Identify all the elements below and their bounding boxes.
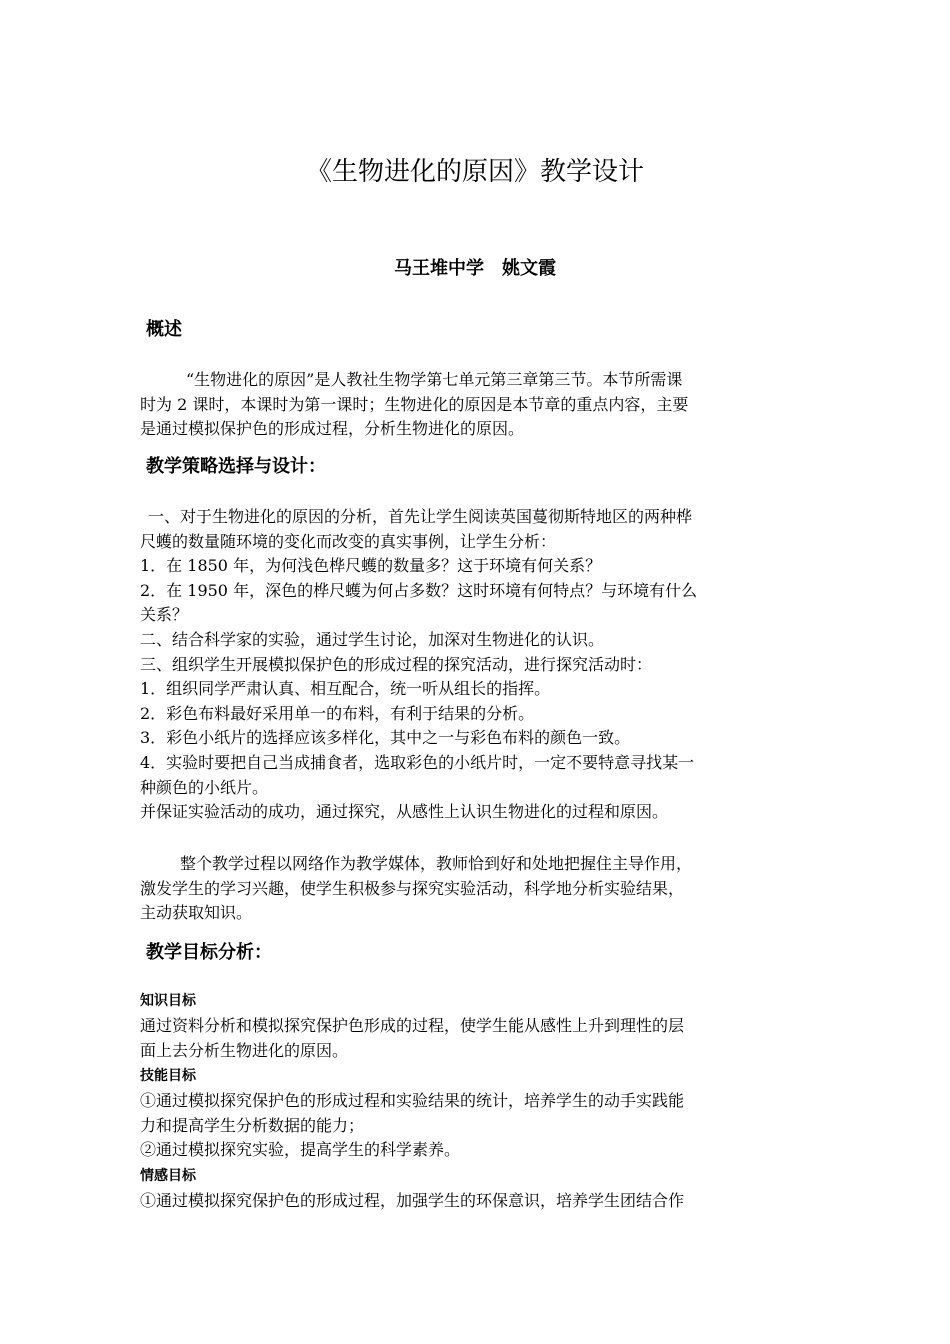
skill-goal-label: 技能目标	[140, 1068, 196, 1084]
paragraph-line: 整个教学过程以网络作为教学媒体，教师恰到好和处地把握住主导作用，	[180, 854, 693, 873]
paragraph-line: 力和提高学生分析数据的能力；	[140, 1115, 365, 1135]
strategy-heading: 教学策略选择与设计：	[146, 456, 326, 477]
list-item: 尺蠖的数量随环境的变化而改变的真实事例，让学生分析：	[140, 531, 557, 551]
paragraph-line: ①通过模拟探究保护色的形成过程和实验结果的统计，培养学生的动手实践能	[140, 1091, 685, 1110]
emotion-goal-label: 情感目标	[140, 1168, 196, 1184]
list-item: 4．实验时要把自己当成捕食者，选取彩色的小纸片时，一定不要特意寻找某一	[140, 752, 695, 772]
list-item: 二、结合科学家的实验，通过学生讨论，加深对生物进化的认识。	[140, 629, 605, 649]
list-item: 三、组织学生开展模拟保护色的形成过程的探究活动，进行探究活动时：	[140, 654, 653, 674]
paragraph-line: 激发学生的学习兴趣，使学生积极参与探究实验活动，科学地分析实验结果，	[140, 878, 685, 898]
paragraph-line: 主动获取知识。	[140, 903, 253, 923]
list-item: 3．彩色小纸片的选择应该多样化，其中之一与彩色布料的颜色一致。	[140, 728, 631, 748]
document-title: 《生物进化的原因》教学设计	[305, 157, 644, 187]
paragraph-line: 通过资料分析和模拟探究保护色形成的过程，使学生能从感性上升到理性的层	[140, 1016, 685, 1035]
emotion-goal-text	[140, 1189, 810, 1214]
paragraph-line: 时为 2 课时，本课时为第一课时；生物进化的原因是本节章的重点内容，主要	[140, 394, 689, 414]
list-item: 种颜色的小纸片。	[140, 777, 269, 797]
paragraph-line: ②通过模拟探究实验，提高学生的科学素养。	[140, 1140, 461, 1160]
paragraph-line: ①通过模拟探究保护色的形成过程，加强学生的环保意识，培养学生团结合作	[140, 1191, 685, 1210]
paragraph-line: 是通过模拟保护色的形成过程，分析生物进化的原因。	[140, 419, 525, 439]
list-item: 1．在 1850 年，为何浅色桦尺蠖的数量多？这于环境有何关系？	[140, 556, 602, 576]
knowledge-goal-label: 知识目标	[140, 993, 196, 1009]
author-line: 马王堆中学 姚文霞	[394, 258, 556, 279]
list-item: 2．在 1950 年，深色的桦尺蠖为何占多数？这时环境有何特点？与环境有什么	[140, 580, 698, 600]
list-item: 一、对于生物进化的原因的分析，首先让学生阅读英国蔓彻斯特地区的两种桦	[148, 507, 693, 526]
list-item: 并保证实验活动的成功，通过探究，从感性上认识生物进化的过程和原因。	[140, 802, 669, 822]
overview-heading: 概述	[146, 319, 182, 340]
strategy-list	[140, 505, 810, 825]
knowledge-goal-text	[140, 1014, 810, 1063]
strategy-summary	[140, 852, 810, 926]
list-item: 1．组织同学严肃认真、相互配合，统一听从组长的指挥。	[140, 679, 551, 699]
paragraph-line: 面上去分析生物进化的原因。	[140, 1040, 349, 1060]
objectives-heading: 教学目标分析：	[146, 942, 272, 963]
paragraph-line: “生物进化的原因”是人教社生物学第七单元第三章第三节。本节所需课	[186, 370, 683, 389]
list-item: 关系？	[140, 605, 189, 625]
list-item: 2．彩色布料最好采用单一的布料，有利于结果的分析。	[140, 703, 535, 723]
overview-paragraph	[140, 368, 810, 442]
skill-goal-text	[140, 1089, 810, 1163]
